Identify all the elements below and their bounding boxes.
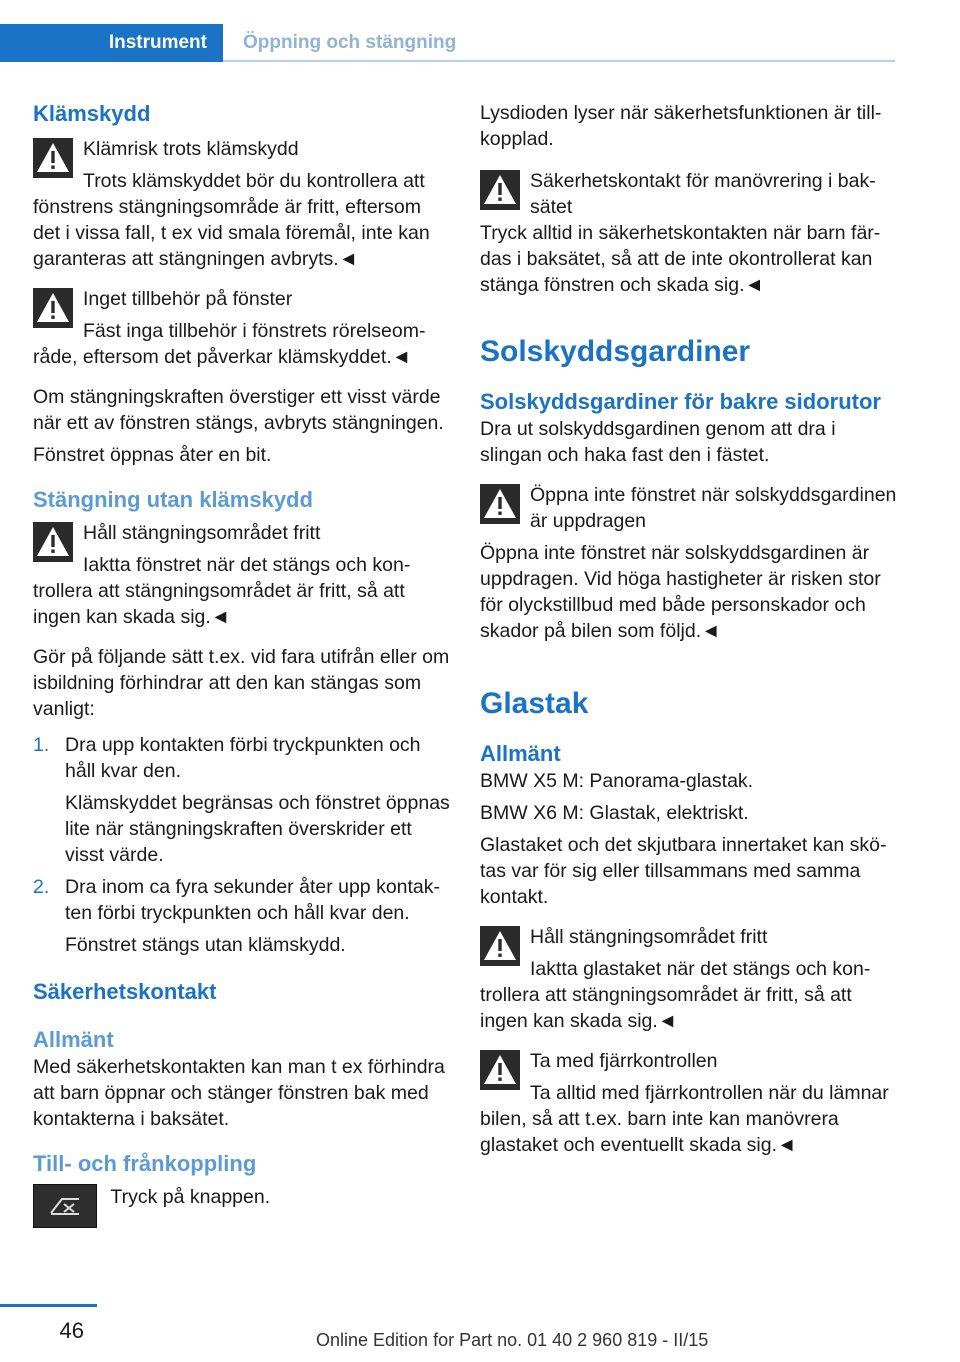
heading-sakerhetskontakt: Säkerhetskontakt	[33, 979, 217, 1004]
warning-triangle-icon	[480, 1050, 520, 1090]
paragraph: Gör på följande sätt t.ex. vid fara utifrån eller om isbildning förhindrar att den kan stängas som vanligt:	[33, 646, 450, 720]
warning-body-text: Fäst inga tillbehör i fönstrets rörelseområde, eftersom det påverkar klämskyddet.◄	[33, 320, 426, 368]
footer-rule	[0, 1304, 97, 1307]
warning-body-text: Iaktta fönstret när det stängs och kontrollera att stängningsområdet är fritt, så att ingen kan skada sig.◄	[33, 554, 411, 628]
warning-glastak-stangning	[480, 924, 898, 1034]
left-column	[33, 100, 451, 1228]
step-item	[33, 732, 451, 868]
step-note: Klämskyddet begränsas och fönstret öppnas lite när stängningskraften överskrider ett visst värde.	[65, 792, 450, 866]
heading-till-fran: Till- och frånkoppling	[33, 1151, 257, 1176]
child-lock-button-icon	[33, 1184, 97, 1228]
paragraph: Med säkerhetskontakten kan man t ex förhindra att barn öppnar och stänger fönstren bak med kontakterna i baksätet.	[33, 1056, 445, 1130]
window-lock-symbol-icon	[48, 1195, 82, 1217]
paragraph: BMW X5 M: Panorama-glastak.	[480, 770, 754, 792]
warning-title: Håll stängningsområdet fritt	[83, 522, 321, 544]
warning-triangle-icon	[480, 170, 520, 210]
heading-solskyddsgardiner: Solskyddsgardiner	[480, 335, 751, 368]
paragraph: Fönstret öppnas åter en bit.	[33, 444, 272, 466]
header-tab-section-label: Öppning och stängning	[243, 32, 457, 53]
warning-title: Säkerhetskontakt för manövrering i baksätet	[530, 170, 876, 218]
warning-body	[33, 168, 451, 272]
paragraph: Om stängningskraften överstiger ett visst värde när ett av fönstren stängs, avbryts stängningen.	[33, 386, 444, 434]
warning-title: Inget tillbehör på fönster	[83, 288, 293, 310]
heading-allmant: Allmänt	[480, 741, 561, 766]
step-number: 2.	[33, 876, 50, 898]
warning-body: Öppna inte fönstret när solskyddsgardinen är uppdragen. Vid höga hastigheter är risken stor för olyckstillbud med både personskador och skador på bilen som följd.◄	[480, 542, 881, 642]
edition-footer: Online Edition for Part no. 01 40 2 960 819 - II/15	[316, 1330, 709, 1350]
heading-sol-bakre: Solskyddsgardiner för bakre sidorutor	[480, 389, 881, 414]
header-tab-instrument	[0, 24, 223, 62]
page-number: 46	[59, 1318, 84, 1343]
heading-stangning: Stängning utan klämskydd	[33, 487, 313, 512]
step-note: Fönstret stängs utan klämskydd.	[65, 934, 346, 956]
warning-body	[33, 318, 451, 370]
steps-list	[33, 732, 451, 958]
warning-tillbehor	[33, 286, 451, 370]
page-header	[0, 0, 960, 66]
warning-triangle-icon	[33, 288, 73, 328]
warning-title: Ta med fjärrkontrollen	[530, 1050, 718, 1072]
step-text: Dra inom ca fyra sekunder åter upp kontakten förbi tryckpunkten och håll kvar den.	[65, 876, 441, 924]
warning-stangningsomrade	[33, 520, 451, 630]
header-tab-section	[223, 24, 456, 62]
warning-triangle-icon	[480, 926, 520, 966]
step-item	[33, 874, 451, 958]
paragraph: Tryck på knappen.	[110, 1186, 271, 1208]
paragraph: BMW X6 M: Glastak, elektriskt.	[480, 802, 749, 824]
button-row	[33, 1184, 451, 1228]
warning-klamrisk	[33, 136, 451, 272]
paragraph: Dra ut solskyddsgardinen genom att dra i slingan och haka fast den i fästet.	[480, 418, 836, 466]
warning-title: Klämrisk trots klämskydd	[83, 138, 299, 160]
warning-body-text: Trots klämskyddet bör du kontrollera att fönstrens stängningsområde är fritt, eftersom det i vissa fall, t ex vid smala föremål, inte kan garanteras att stängningen avbryts.◄	[33, 170, 430, 270]
warning-body	[33, 552, 451, 630]
step-number: 1.	[33, 734, 50, 756]
warning-triangle-icon	[480, 484, 520, 524]
step-text: Dra upp kontakten förbi tryckpunkten och håll kvar den.	[65, 734, 421, 782]
warning-body-text: Ta alltid med fjärrkontrollen när du lämnar bilen, så att t.ex. barn inte kan manövrera glastaket och eventuellt skada sig.◄	[480, 1082, 889, 1156]
warning-body	[480, 956, 898, 1034]
warning-fjarrkontroll	[480, 1048, 898, 1158]
paragraph: Lysdioden lyser när säkerhetsfunktionen är tillkopplad.	[480, 102, 882, 150]
warning-title: Öppna inte fönstret när solskyddsgardinen är uppdragen	[530, 484, 897, 532]
warning-sakerhetskontakt	[480, 168, 898, 298]
warning-title: Håll stängningsområdet fritt	[530, 926, 768, 948]
warning-body: Tryck alltid in säkerhetskontakten när barn färdas i baksätet, så att de inte okontrollerat kan stänga fönstren och skada sig.◄	[480, 222, 881, 296]
warning-triangle-icon	[33, 522, 73, 562]
warning-solskydd	[480, 482, 898, 644]
header-rule	[223, 60, 895, 62]
warning-body-text: Iaktta glastaket när det stängs och kontrollera att stängningsområdet är fritt, så att ingen kan skada sig.◄	[480, 958, 871, 1032]
heading-allmant: Allmänt	[33, 1027, 114, 1052]
right-column	[480, 100, 898, 1158]
warning-triangle-icon	[33, 138, 73, 178]
heading-klamskydd: Klämskydd	[33, 101, 151, 126]
heading-glastak: Glastak	[480, 687, 589, 720]
paragraph: Glastaket och det skjutbara innertaket kan skötas var för sig eller tillsammans med samma kontakt.	[480, 834, 887, 908]
header-tab-instrument-label: Instrument	[108, 32, 207, 53]
warning-body	[480, 1080, 898, 1158]
